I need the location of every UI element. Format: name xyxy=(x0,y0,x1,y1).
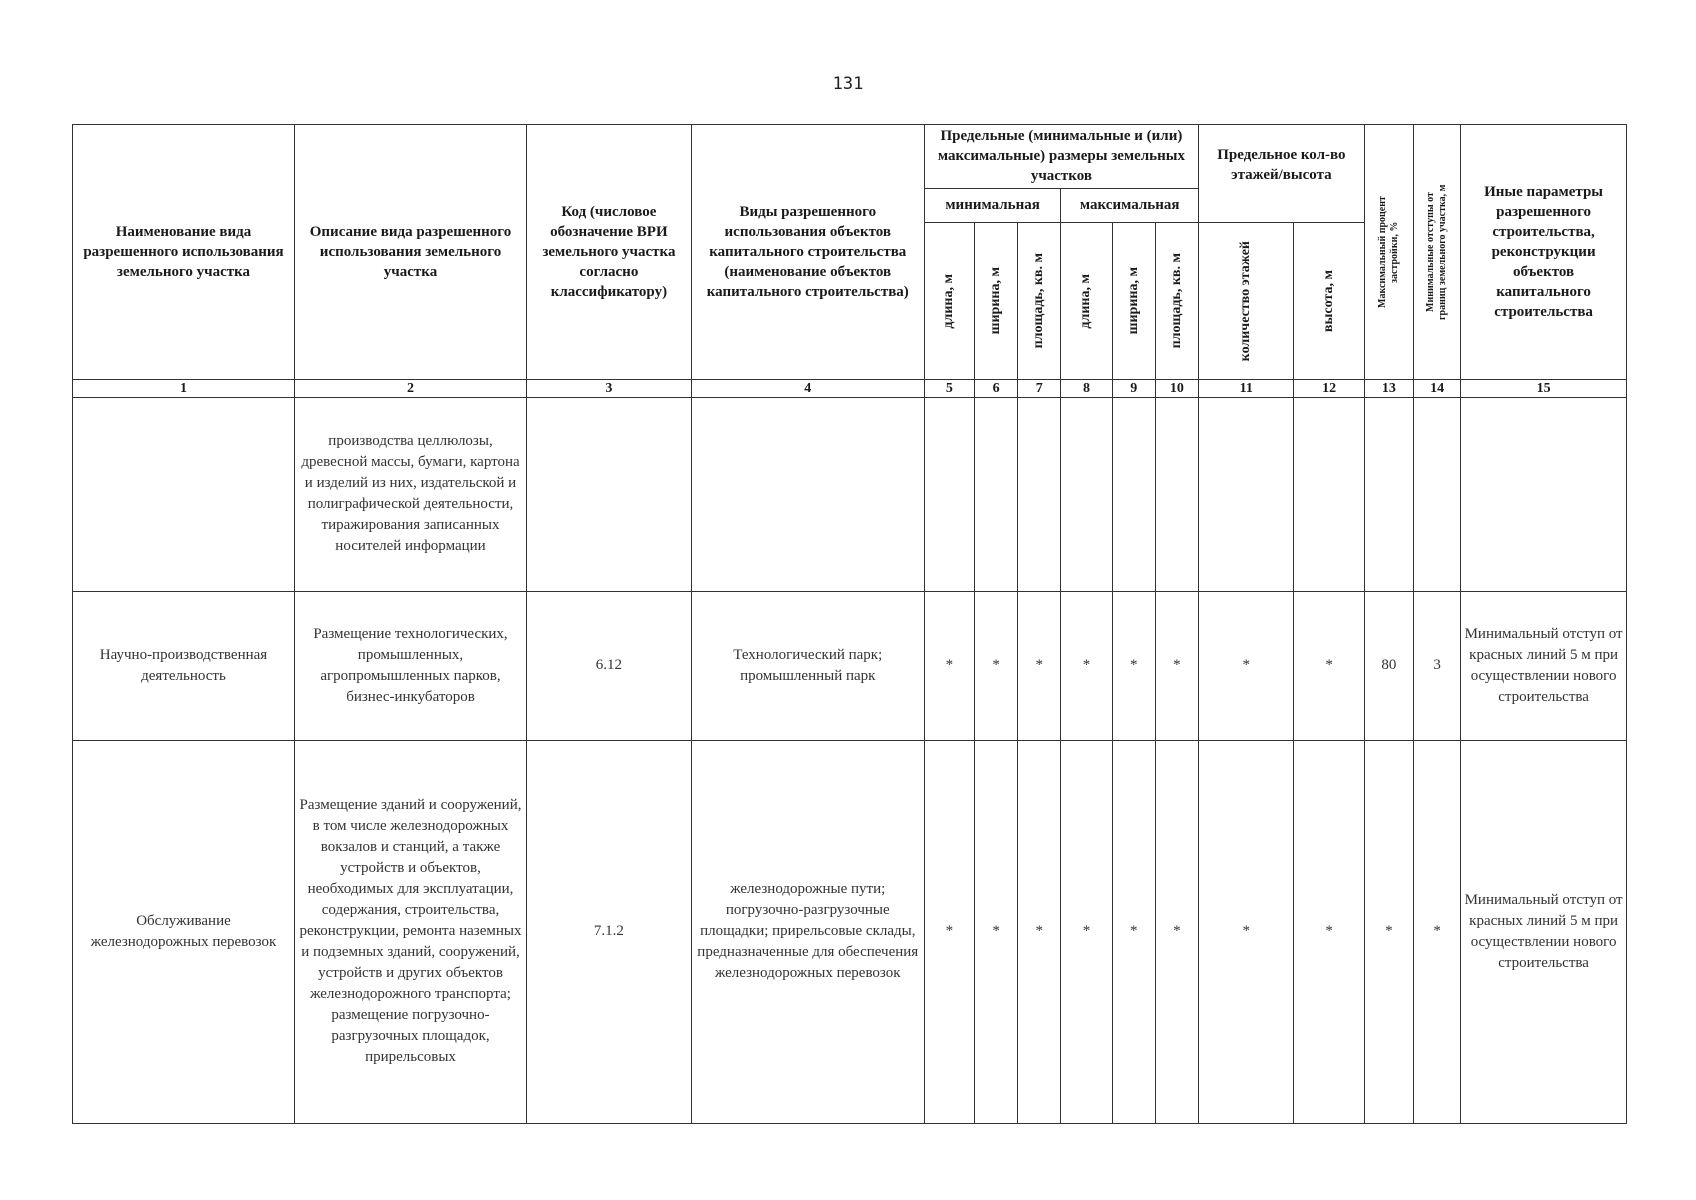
column-number: 8 xyxy=(1061,380,1112,398)
column-numbers-row xyxy=(73,380,1627,398)
header-vri-name: Наименование вида разрешенного использования земельного участка xyxy=(73,125,295,380)
header-floors-height: Предельное кол-во этажей/высота xyxy=(1199,125,1365,223)
header-min-area: площадь, кв. м xyxy=(1018,222,1061,379)
column-number: 10 xyxy=(1155,380,1198,398)
header-max-length: длина, м xyxy=(1061,222,1112,379)
oks-types-cell: железнодорожные пути; погрузочно-разгрузочные площадки; прирельсовые склады, предназначенные для обеспечения железнодорожных перевозок xyxy=(691,740,924,1123)
header-vri-code: Код (числовое обозначение ВРИ земельного участка согласно классификатору) xyxy=(527,125,692,380)
column-number: 13 xyxy=(1364,380,1413,398)
vri-code-cell: 6.12 xyxy=(527,591,692,740)
height-cell xyxy=(1294,398,1364,592)
min-width-cell: * xyxy=(975,740,1018,1123)
header-floors-count: количество этажей xyxy=(1199,222,1294,379)
min-length-cell: * xyxy=(924,591,974,740)
vri-description-cell: Размещение зданий и сооружений, в том числе железнодорожных вокзалов и станций, а также устройств и объектов, необходимых для эксплуатации, содержания, строительства, реконструкции, ремонта наземных и подземных зданий, сооружений, устройств и других объектов железнодорожного транспорта; размещение погрузочно-разгрузочных площадок, прирельсовых xyxy=(294,740,526,1123)
min-area-cell: * xyxy=(1018,740,1061,1123)
header-vri-description: Описание вида разрешенного использования земельного участка xyxy=(294,125,526,380)
setback-cell: 3 xyxy=(1413,591,1460,740)
max-width-cell xyxy=(1112,398,1155,592)
header-min-length: длина, м xyxy=(924,222,974,379)
other-params-cell: Минимальный отступ от красных линий 5 м при осуществлении нового строительства xyxy=(1461,591,1627,740)
header-height: высота, м xyxy=(1294,222,1364,379)
other-params-cell: Минимальный отступ от красных линий 5 м при осуществлении нового строительства xyxy=(1461,740,1627,1123)
header-min-setback: Минимальные отступы от границ земельного участка, м xyxy=(1413,125,1460,380)
column-number: 9 xyxy=(1112,380,1155,398)
max-area-cell xyxy=(1155,398,1198,592)
column-number: 15 xyxy=(1461,380,1627,398)
max-length-cell xyxy=(1061,398,1112,592)
min-width-cell xyxy=(975,398,1018,592)
column-number: 6 xyxy=(975,380,1018,398)
max-area-cell: * xyxy=(1155,591,1198,740)
build-percent-cell xyxy=(1364,398,1413,592)
vri-description-cell: Размещение технологических, промышленных, агропромышленных парков, бизнес-инкубаторов xyxy=(294,591,526,740)
min-area-cell: * xyxy=(1018,591,1061,740)
min-length-cell: * xyxy=(924,740,974,1123)
max-width-cell: * xyxy=(1112,591,1155,740)
vri-code-cell xyxy=(527,398,692,592)
max-length-cell: * xyxy=(1061,591,1112,740)
table-row xyxy=(73,398,1627,592)
header-maximal: максимальная xyxy=(1061,188,1199,222)
build-percent-cell: 80 xyxy=(1364,591,1413,740)
height-cell: * xyxy=(1294,740,1364,1123)
header-oks-types: Виды разрешенного использования объектов капитального строительства (наименование объектов капитального строительства) xyxy=(691,125,924,380)
column-number: 4 xyxy=(691,380,924,398)
header-plot-size-limits: Предельные (минимальные и (или) максимальные) размеры земельных участков xyxy=(924,125,1198,189)
column-number: 14 xyxy=(1413,380,1460,398)
oks-types-cell: Технологический парк; промышленный парк xyxy=(691,591,924,740)
zoning-parameters-table xyxy=(72,124,1627,1124)
table-row xyxy=(73,740,1627,1123)
height-cell: * xyxy=(1294,591,1364,740)
max-width-cell: * xyxy=(1112,740,1155,1123)
setback-cell: * xyxy=(1413,740,1460,1123)
vri-name-cell: Научно-производственная деятельность xyxy=(73,591,295,740)
header-minimal: минимальная xyxy=(924,188,1061,222)
header-max-width: ширина, м xyxy=(1112,222,1155,379)
setback-cell xyxy=(1413,398,1460,592)
column-number: 7 xyxy=(1018,380,1061,398)
header-max-area: площадь, кв. м xyxy=(1155,222,1198,379)
max-length-cell: * xyxy=(1061,740,1112,1123)
table-row xyxy=(73,591,1627,740)
column-number: 3 xyxy=(527,380,692,398)
floors-count-cell: * xyxy=(1199,740,1294,1123)
vri-name-cell xyxy=(73,398,295,592)
header-max-build-percent: Максимальный процент застройки, % xyxy=(1364,125,1413,380)
other-params-cell xyxy=(1461,398,1627,592)
min-width-cell: * xyxy=(975,591,1018,740)
column-number: 11 xyxy=(1199,380,1294,398)
column-number: 2 xyxy=(294,380,526,398)
build-percent-cell: * xyxy=(1364,740,1413,1123)
floors-count-cell xyxy=(1199,398,1294,592)
oks-types-cell xyxy=(691,398,924,592)
max-area-cell: * xyxy=(1155,740,1198,1123)
vri-name-cell: Обслуживание железнодорожных перевозок xyxy=(73,740,295,1123)
min-length-cell xyxy=(924,398,974,592)
column-number: 5 xyxy=(924,380,974,398)
column-number: 12 xyxy=(1294,380,1364,398)
floors-count-cell: * xyxy=(1199,591,1294,740)
vri-code-cell: 7.1.2 xyxy=(527,740,692,1123)
page-number: 131 xyxy=(832,74,864,94)
min-area-cell xyxy=(1018,398,1061,592)
header-min-width: ширина, м xyxy=(975,222,1018,379)
vri-description-cell: производства целлюлозы, древесной массы, бумаги, картона и изделий из них, издательской и полиграфической деятельности, тиражирования записанных носителей информации xyxy=(294,398,526,592)
header-other-params: Иные параметры разрешенного строительства, реконструкции объектов капитального строительства xyxy=(1461,125,1627,380)
column-number: 1 xyxy=(73,380,295,398)
